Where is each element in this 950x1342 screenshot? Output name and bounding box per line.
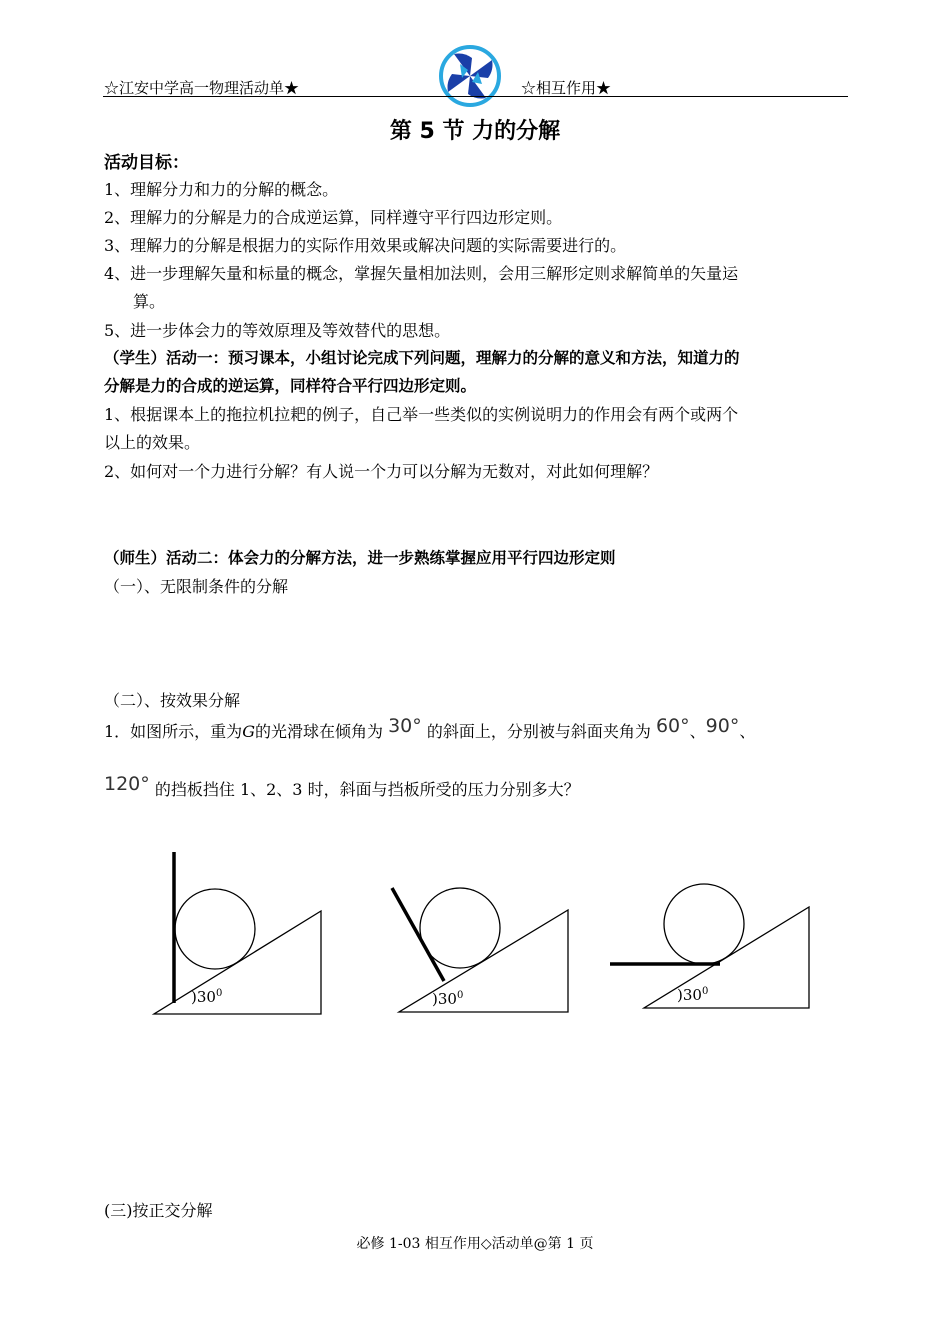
- school-logo: [438, 44, 502, 112]
- header-rule: [103, 96, 848, 97]
- problem-line-2: [104, 773, 580, 800]
- problem-text-d: 的挡板挡住 1、2、3 时，斜面与挡板所受的压力分别多大？: [154, 780, 580, 799]
- figure-3-angle-label: )$30^0$: [677, 986, 709, 1004]
- activity1-question-1-cont: 以上的效果。: [104, 433, 201, 452]
- separator-1: 、: [689, 722, 706, 741]
- section-orthogonal: (三)按正交分解: [104, 1201, 213, 1220]
- figure-1-angle-label: )$30^0$: [191, 988, 223, 1006]
- activity1-question-1: 1、根据课本上的拖拉机拉耙的例子，自己举一些类似的实例说明力的作用会有两个或两个: [104, 405, 739, 424]
- activity1-heading: （学生）活动一：预习课本，小组讨论完成下列问题，理解力的分解的意义和方法，知道力的: [104, 349, 740, 367]
- page-footer: 必修 1-03 相互作用◇活动单@第 1 页: [356, 1236, 594, 1252]
- figure-2: [388, 840, 578, 1020]
- problem-text-a: 1．如图所示，重为: [104, 722, 243, 741]
- header-right: ☆相互作用★: [521, 79, 612, 97]
- activity2-heading: （师生）活动二：体会力的分解方法，进一步熟练掌握应用平行四边形定则: [104, 549, 616, 567]
- problem-text-c: 的斜面上，分别被与斜面夹角为: [426, 722, 651, 741]
- board-angle-3: 120°: [104, 773, 150, 795]
- goal-item-4: 4、进一步理解矢量和标量的概念，掌握矢量相加法则，会用三解形定则求解简单的矢量运: [104, 264, 739, 283]
- figure-3: [608, 840, 818, 1020]
- header-left: ☆江安中学高一物理活动单★: [104, 79, 300, 97]
- board-angle-1: 60°: [655, 715, 690, 737]
- figure-2-angle-label: )$30^0$: [432, 990, 464, 1008]
- goal-item-2: 2、理解力的分解是力的合成逆运算，同样遵守平行四边形定则。: [104, 208, 563, 227]
- goal-item-4-cont: 算。: [133, 292, 166, 311]
- goal-item-5: 5、进一步体会力的等效原理及等效替代的思想。: [104, 321, 451, 340]
- activity1-heading-cont: 分解是力的合成的逆运算，同样符合平行四边形定则。: [104, 377, 477, 395]
- section-by-effect: （二）、按效果分解: [104, 691, 241, 710]
- incline-angle: 30°: [388, 715, 422, 737]
- figure-row: [0, 840, 950, 1030]
- figure-1: [150, 840, 330, 1020]
- board-angle-2: 90°: [705, 715, 740, 737]
- separator-2: 、: [739, 722, 756, 741]
- goal-item-3: 3、理解力的分解是根据力的实际作用效果或解决问题的实际需要进行的。: [104, 236, 627, 255]
- goal-item-1: 1、理解分力和力的分解的概念。: [104, 180, 339, 199]
- problem-text-b: 的光滑球在倾角为: [254, 722, 383, 741]
- section-unconstrained: （一）、无限制条件的分解: [104, 577, 289, 596]
- page-title: 第 5 节 力的分解: [389, 119, 561, 144]
- goals-heading: 活动目标：: [104, 153, 189, 173]
- problem-line-1: [104, 715, 756, 742]
- weight-symbol: G: [242, 722, 255, 741]
- activity1-question-2: 2、如何对一个力进行分解？有人说一个力可以分解为无数对，对此如何理解？: [104, 462, 659, 481]
